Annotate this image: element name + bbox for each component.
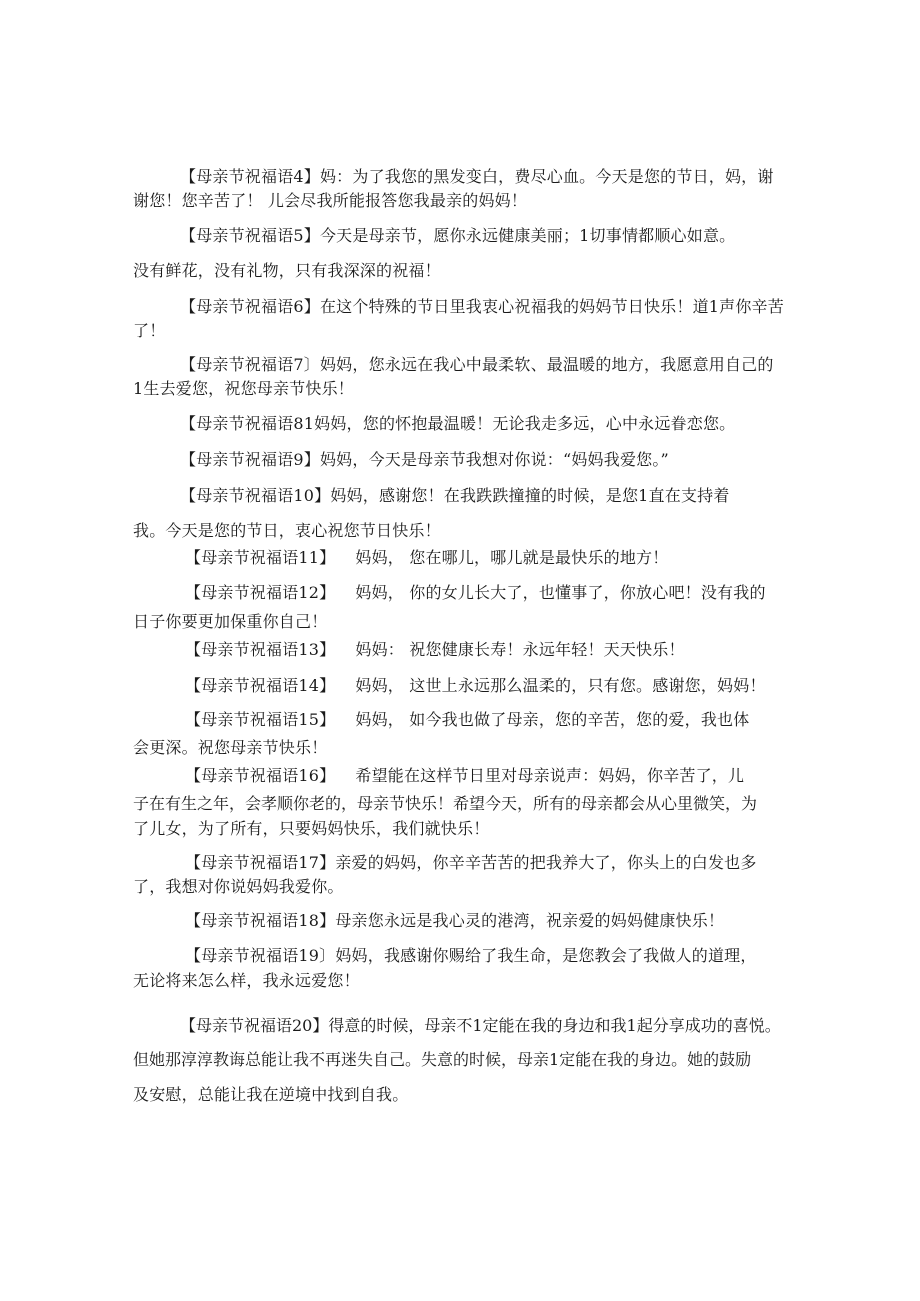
greeting-13-line-1: 【母亲节祝福语13】 妈妈： 祝您健康长寿！永远年轻！天天快乐！ [185,640,685,659]
greeting-5-line-2: 没有鲜花，没有礼物，只有我深深的祝福！ [133,261,441,280]
greeting-18-line-1: 【母亲节祝福语18】母亲您永远是我心灵的港湾，祝亲爱的妈妈健康快乐！ [185,911,725,930]
greeting-9-line-1: 【母亲节祝福语9】妈妈，今天是母亲节我想对你说：“妈妈我爱您。” [180,450,669,469]
greeting-20-line-3: 及安慰，总能让我在逆境中找到自我。 [133,1085,409,1104]
greeting-7-line-1: 【母亲节祝福语7〕妈妈，您永远在我心中最柔软、最温暖的地方，我愿意用自己的 [180,355,774,374]
greeting-17-line-2: 了，我想对你说妈妈我爱你。 [133,877,344,896]
greeting-19-line-1: 【母亲节祝福语19〕妈妈，我感谢你赐给了我生命，是您教会了我做人的道理， [185,946,757,965]
greeting-4-line-2: 谢您！您辛苦了！ 儿会尽我所能报答您我最亲的妈妈！ [133,191,528,210]
greeting-6-line-1: 【母亲节祝福语6】在这个特殊的节日里我衷心祝福我的妈妈节日快乐！道1声你辛苦 [180,297,784,316]
greeting-15-line-1: 【母亲节祝福语15】 妈妈， 如今我也做了母亲，您的辛苦，您的爱，我也体 [185,710,750,729]
greeting-12-line-2: 日子你要更加保重你自己！ [133,612,328,631]
greeting-10-line-1: 【母亲节祝福语10】妈妈，感谢您！在我跌跌撞撞的时候，是您1直在支持着 [180,486,730,505]
greeting-14-line-1: 【母亲节祝福语14】 妈妈， 这世上永远那么温柔的，只有您。感谢您，妈妈！ [185,676,766,695]
greeting-7-line-2: 1生去爱您，祝您母亲节快乐！ [133,379,354,398]
greeting-16-line-3: 了儿女，为了所有，只要妈妈快乐，我们就快乐！ [133,819,490,838]
greeting-5-line-1: 【母亲节祝福语5】今天是母亲节，愿你永远健康美丽；1切事情都顺心如意。 [180,226,736,245]
greeting-16-line-1: 【母亲节祝福语16】 希望能在这样节日里对母亲说声：妈妈，你辛苦了，儿 [185,766,745,785]
greeting-16-line-2: 子在有生之年，会孝顺你老的，母亲节快乐！希望今天，所有的母亲都会从心里微笑，为 [133,794,758,813]
greeting-15-line-2: 会更深。祝您母亲节快乐！ [133,738,328,757]
greeting-6-line-2: 了！ [133,321,166,340]
greeting-17-line-1: 【母亲节祝福语17】亲爱的妈妈，你辛辛苦苦的把我养大了，你头上的白发也多 [185,853,757,872]
greeting-10-line-2: 我。今天是您的节日，衷心祝您节日快乐！ [133,521,441,540]
greeting-4-line-1: 【母亲节祝福语4】妈：为了我您的黑发变白，费尽心血。今天是您的节日，妈，谢 [180,167,774,186]
greeting-19-line-2: 无论将来怎么样，我永远爱您！ [133,971,360,990]
greeting-11-line-1: 【母亲节祝福语11】 妈妈， 您在哪儿，哪儿就是最快乐的地方！ [185,548,669,567]
greeting-20-line-1: 【母亲节祝福语20】得意的时候，母亲不1定能在我的身边和我1起分享成功的喜悦。 [180,1016,781,1035]
greeting-8-line-1: 【母亲节祝福语81妈妈，您的怀抱最温暖！无论我走多远，心中永远眷恋您。 [180,414,736,433]
greeting-12-line-1: 【母亲节祝福语12】 妈妈， 你的女儿长大了，也懂事了，你放心吧！没有我的 [185,583,766,602]
greeting-20-line-2: 但她那淳淳教诲总能让我不再迷失自己。失意的时候，母亲1定能在我的身边。她的鼓励 [133,1050,752,1069]
